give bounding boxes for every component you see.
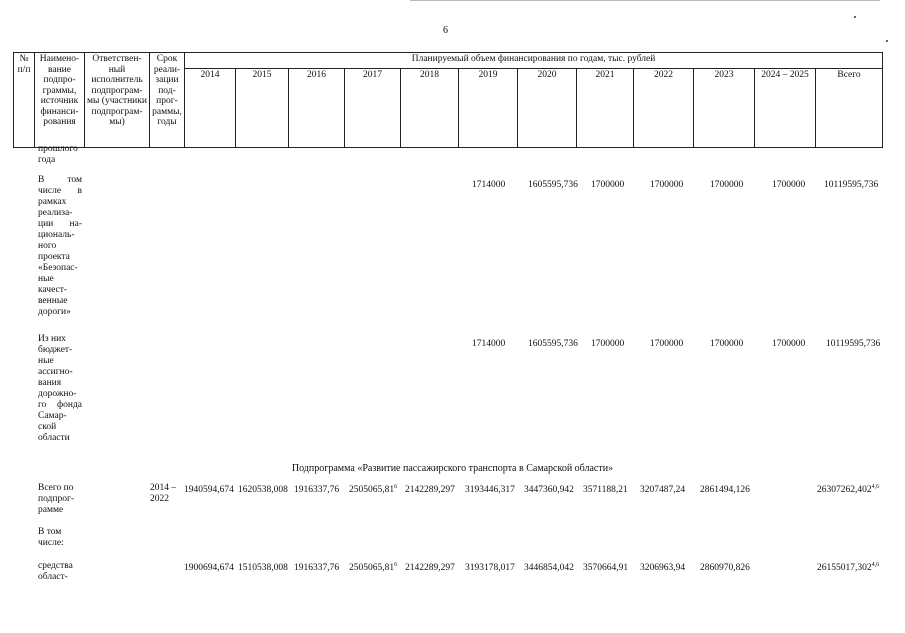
footnote-mark: 4,6 — [871, 483, 880, 490]
value-2019: 1714000 — [472, 180, 506, 190]
label-line: рамме — [38, 505, 64, 515]
label-line: ции на- — [38, 219, 82, 229]
value-text: 2505065,81 — [349, 485, 395, 495]
value-2022: 1700000 — [650, 339, 684, 349]
header-year: 2016 — [289, 69, 345, 148]
value-total — [817, 485, 879, 495]
label-line: реализа- — [38, 208, 73, 218]
value-2018: 2142289,297 — [405, 485, 455, 495]
label-line: ные — [38, 356, 54, 366]
table-header — [13, 52, 883, 148]
value-2022: 1700000 — [650, 180, 684, 190]
label-line: рамках — [38, 197, 67, 207]
label-line: числе в — [38, 186, 82, 196]
label-line: «Безопас- — [38, 263, 78, 273]
header-name: Наимено-вание подпро-граммы, источник финанси-рования — [35, 53, 85, 148]
value-text: 26155017,302 — [817, 563, 872, 573]
label-line: дорожно- — [38, 389, 77, 399]
value-2018: 2142289,297 — [405, 563, 455, 573]
value-2022: 3207487,24 — [640, 485, 686, 495]
national-project-label — [38, 175, 82, 318]
label-line: В том — [38, 175, 82, 185]
footnote-mark: 6 — [394, 561, 398, 568]
label-line: област- — [38, 572, 68, 582]
footnote-mark: 4,6 — [871, 561, 880, 568]
including-label — [38, 527, 82, 549]
value-2017 — [349, 563, 397, 573]
value-2023: 2861494,126 — [700, 485, 750, 495]
header-year: 2017 — [345, 69, 401, 148]
header-year: 2022 — [634, 69, 694, 148]
label-line: Из них — [38, 334, 66, 344]
value-2023: 1700000 — [710, 180, 744, 190]
value-2020: 3446854,042 — [524, 563, 574, 573]
value-2021: 1700000 — [591, 180, 625, 190]
label-line: качест- — [38, 285, 68, 295]
value-2014: 1900694,674 — [184, 563, 234, 573]
value-2019: 3193446,317 — [465, 485, 515, 495]
header-year: 2021 — [577, 69, 634, 148]
label-line: подпрог- — [38, 494, 75, 504]
header-year: 2019 — [459, 69, 518, 148]
label-line: вания — [38, 378, 62, 388]
value-2015: 1510538,008 — [238, 563, 288, 573]
value-2017 — [349, 485, 397, 495]
subprogram-title: Подпрограмма «Развитие пассажирского транспорта в Самарской области» — [291, 463, 614, 474]
value-2023: 2860970,826 — [700, 563, 750, 573]
value-2019: 1714000 — [472, 339, 506, 349]
header-year: 2018 — [401, 69, 459, 148]
header-funding: Планируемый объем финансирования по годам, тыс. рублей — [185, 53, 883, 69]
value-2021: 3570664,91 — [583, 563, 629, 573]
total-label — [38, 483, 82, 516]
header-term: Срок реали-зации под-прог-раммы, годы — [150, 53, 185, 148]
label-line: числе: — [38, 538, 64, 548]
label-line: ные — [38, 274, 54, 284]
value-2024-2025: 1700000 — [772, 339, 806, 349]
label-line: ассигно- — [38, 367, 73, 377]
value-2019: 3193178,017 — [465, 563, 515, 573]
header-year: 2015 — [236, 69, 289, 148]
label-line: го фонда — [38, 400, 82, 410]
value-total: 10119595,736 — [824, 180, 879, 190]
value-2021: 1700000 — [591, 339, 625, 349]
value-total — [817, 563, 879, 573]
prev-year-label: прошлого года — [38, 144, 78, 165]
label-line: Всего по — [38, 483, 74, 493]
header-number: № п/п — [14, 53, 35, 148]
value-2024-2025: 1700000 — [772, 180, 806, 190]
label-line: средства — [38, 561, 73, 571]
top-rule — [410, 0, 880, 1]
road-fund-label — [38, 334, 82, 444]
header-year: 2020 — [518, 69, 577, 148]
label-line: В том — [38, 527, 62, 537]
scan-speck — [854, 16, 856, 18]
page-number: 6 — [443, 25, 448, 36]
label-line: ской — [38, 422, 57, 432]
value-text: 26307262,402 — [817, 485, 872, 495]
header-year: 2023 — [694, 69, 755, 148]
label-line: циональ- — [38, 230, 75, 240]
value-2020: 3447360,942 — [524, 485, 574, 495]
value-2022: 3206963,94 — [640, 563, 686, 573]
regional-label — [38, 561, 82, 583]
label-line: области — [38, 433, 70, 443]
header-responsible: Ответствен-ный исполнитель подпрограм-мы (участники подпрограм-мы) — [85, 53, 150, 148]
label-line: Самар- — [38, 411, 67, 421]
value-2020: 1605595,736 — [528, 180, 578, 190]
value-total: 10119595,736 — [826, 339, 881, 349]
label-line: проекта — [38, 252, 70, 262]
header-year-total: Всего — [816, 69, 883, 148]
label-line: ного — [38, 241, 57, 251]
label-line: венные — [38, 296, 68, 306]
value-2015: 1620538,008 — [238, 485, 288, 495]
header-year: 2024 – 2025 — [755, 69, 816, 148]
total-term: 2014 – 2022 — [150, 483, 177, 504]
header-year: 2014 — [185, 69, 236, 148]
value-2021: 3571188,21 — [583, 485, 628, 495]
label-line: бюджет- — [38, 345, 73, 355]
label-line: дороги» — [38, 307, 71, 317]
footnote-mark: 6 — [394, 483, 398, 490]
value-2023: 1700000 — [710, 339, 744, 349]
value-2016: 1916337,76 — [294, 485, 340, 495]
value-2016: 1916337,76 — [294, 563, 340, 573]
value-text: 2505065,81 — [349, 563, 395, 573]
value-2020: 1605595,736 — [528, 339, 578, 349]
value-2014: 1940594,674 — [184, 485, 234, 495]
scan-speck — [886, 40, 888, 42]
